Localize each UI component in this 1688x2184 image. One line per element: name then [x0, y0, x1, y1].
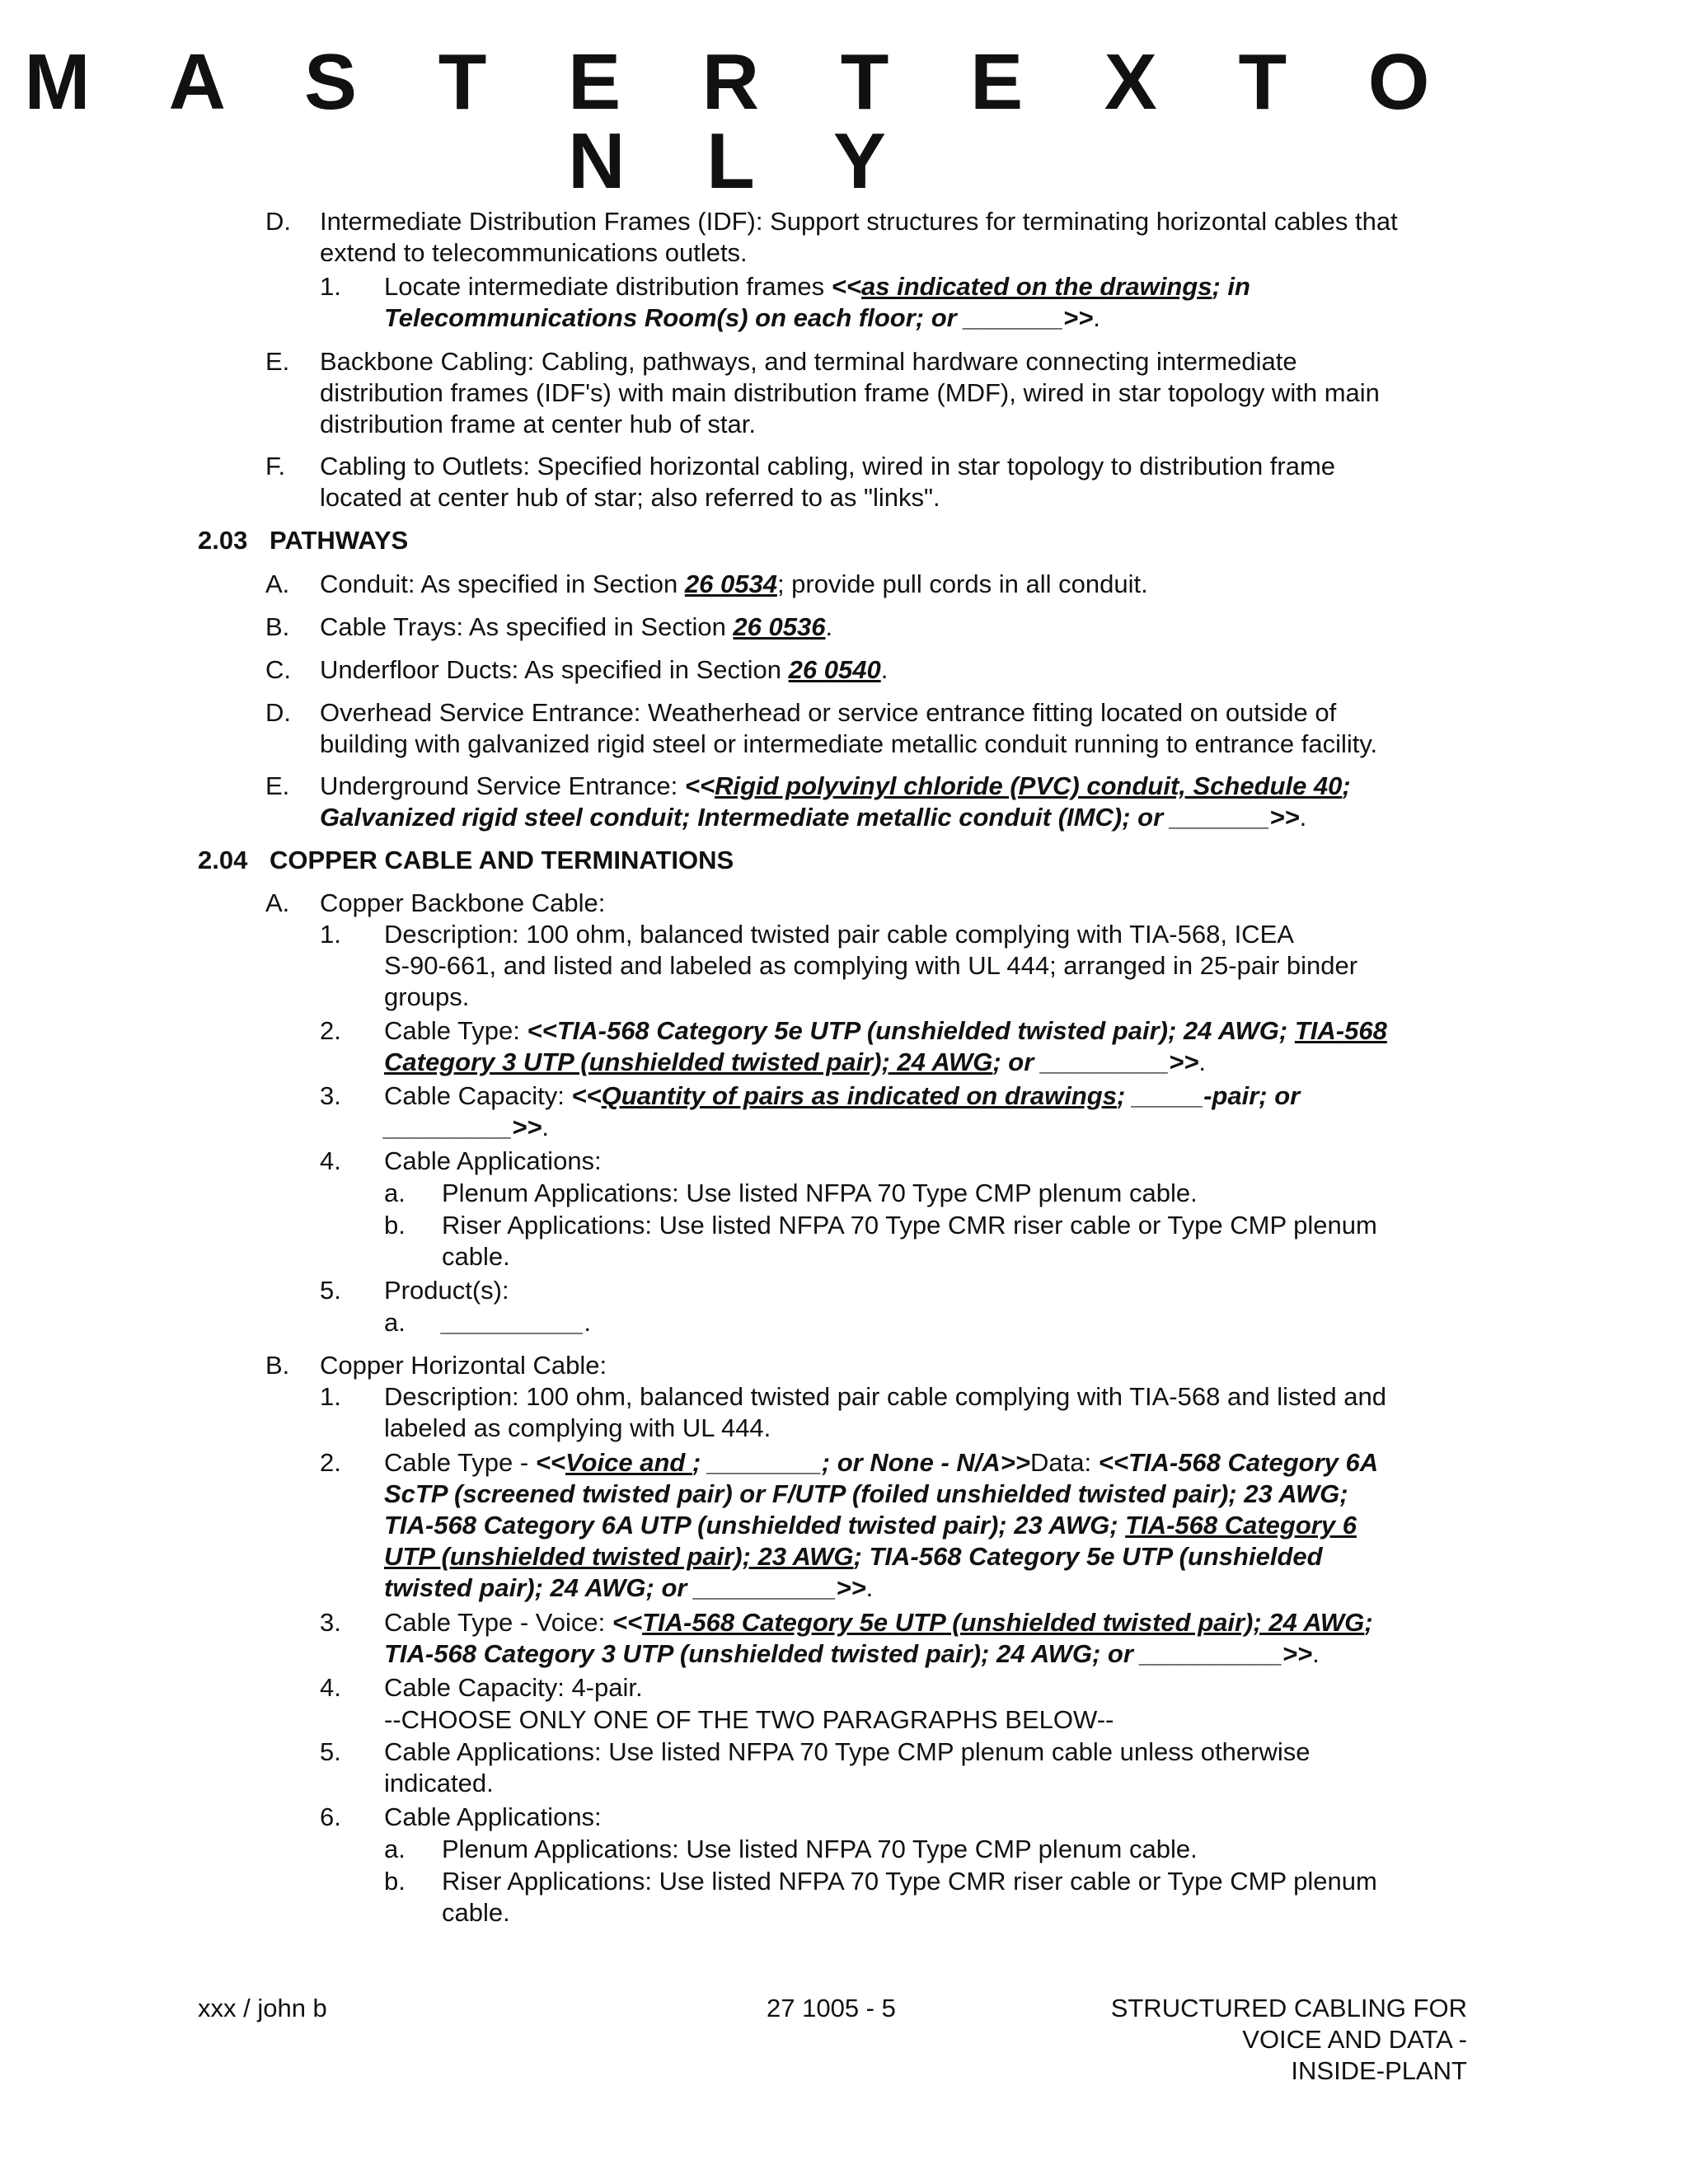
- paragraph-line: Locate intermediate distribution frames <<as indicated on the drawings; in: [384, 272, 1250, 301]
- footer-right: [1111, 1993, 1467, 2087]
- paragraph-line: Underground Service Entrance: <<Rigid polyvinyl chloride (PVC) conduit, Schedule 40;: [320, 771, 1351, 800]
- paragraph-line: Cable Type - <<Voice and ; ________; or None - N/A>>Data: <<TIA-568 Category 6A: [384, 1448, 1379, 1477]
- paragraph-line: extend to telecommunications outlets.: [320, 238, 748, 267]
- footer-page-number: 27 1005 - 5: [767, 1994, 896, 2022]
- paragraph-line: cable.: [442, 1898, 510, 1927]
- paragraph-line: Telecommunications Room(s) on each floor; or _______>>.: [384, 303, 1100, 332]
- paragraph-line: Category 3 UTP (unshielded twisted pair); 24 AWG; or _________>>.: [384, 1047, 1206, 1076]
- section-title: COPPER CABLE AND TERMINATIONS: [270, 846, 734, 874]
- paragraph-line: Product(s):: [384, 1276, 509, 1305]
- paragraph-line: Cable Applications:: [384, 1802, 602, 1831]
- item-label: 3.: [320, 1081, 341, 1110]
- product-blank: __________.: [442, 1308, 592, 1337]
- paragraph-line: Description: 100 ohm, balanced twisted pair cable complying with TIA-568 and listed and: [384, 1382, 1386, 1411]
- item-label: 6.: [320, 1802, 341, 1831]
- item-label: F.: [265, 452, 286, 480]
- item-label: a.: [384, 1835, 406, 1863]
- item-label: b.: [384, 1867, 406, 1896]
- item-label: 4.: [320, 1673, 341, 1702]
- paragraph-line: Conduit: As specified in Section 26 0534; provide pull cords in all conduit.: [320, 569, 1148, 598]
- paragraph-line: S-90-661, and listed and labeled as complying with UL 444; arranged in 25-pair binder: [384, 951, 1358, 980]
- paragraph-line: Cable Applications:: [384, 1146, 602, 1175]
- footer-right-line: VOICE AND DATA -: [1242, 2025, 1467, 2054]
- paragraph-line: Intermediate Distribution Frames (IDF): Support structures for terminating horizontal cables that: [320, 207, 1398, 236]
- paragraph-line: cable.: [442, 1242, 510, 1271]
- paragraph-line: TIA-568 Category 6A UTP (unshielded twisted pair); 23 AWG; TIA-568 Category 6: [384, 1511, 1357, 1540]
- item-label: E.: [265, 771, 290, 800]
- paragraph-line: Riser Applications: Use listed NFPA 70 Type CMR riser cable or Type CMP plenum: [442, 1211, 1377, 1240]
- paragraph-line: located at center hub of star; also referred to as "links".: [320, 483, 940, 512]
- paragraph-line: _________>>.: [384, 1113, 549, 1141]
- item-label: 5.: [320, 1737, 341, 1766]
- paragraph-line: labeled as complying with UL 444.: [384, 1413, 771, 1442]
- item-label: D.: [265, 698, 291, 727]
- item-label: A.: [265, 569, 290, 598]
- paragraph-line: Copper Horizontal Cable:: [320, 1351, 607, 1380]
- item-label: D.: [265, 207, 291, 236]
- paragraph-line: Backbone Cabling: Cabling, pathways, and terminal hardware connecting intermediate: [320, 347, 1297, 376]
- paragraph-line: Cabling to Outlets: Specified horizontal cabling, wired in star topology to distribution frame: [320, 452, 1336, 480]
- paragraph-line: Cable Type: <<TIA-568 Category 5e UTP (unshielded twisted pair); 24 AWG; TIA-568: [384, 1016, 1387, 1045]
- section-title: PATHWAYS: [270, 526, 409, 555]
- section-number: 2.03: [198, 526, 248, 555]
- paragraph-line: Cable Trays: As specified in Section 26 0536.: [320, 612, 833, 641]
- paragraph-line: Riser Applications: Use listed NFPA 70 Type CMR riser cable or Type CMP plenum: [442, 1867, 1377, 1896]
- item-label: 2.: [320, 1448, 341, 1477]
- item-label: 4.: [320, 1146, 341, 1175]
- item-label: C.: [265, 655, 291, 684]
- item-label: a.: [384, 1179, 406, 1207]
- item-label: b.: [384, 1211, 406, 1240]
- paragraph-line: UTP (unshielded twisted pair); 23 AWG; TIA-568 Category 5e UTP (unshielded: [384, 1542, 1323, 1571]
- paragraph-line: indicated.: [384, 1769, 494, 1797]
- item-label: 5.: [320, 1276, 341, 1305]
- paragraph-line: Underfloor Ducts: As specified in Section 26 0540.: [320, 655, 889, 684]
- section-number: 2.04: [198, 846, 248, 874]
- paragraph-line: Description: 100 ohm, balanced twisted pair cable complying with TIA-568, ICEA: [384, 920, 1294, 949]
- paragraph-line: Cable Type - Voice: <<TIA-568 Category 5e UTP (unshielded twisted pair); 24 AWG;: [384, 1608, 1373, 1637]
- master-text-banner: M A S T E R T E X T O N L Y: [24, 38, 1460, 205]
- item-label: 1.: [320, 1382, 341, 1411]
- paragraph-line: distribution frame at center hub of star.: [320, 410, 756, 438]
- paragraph-line: building with galvanized rigid steel or intermediate metallic conduit running to entrance facility.: [320, 729, 1378, 758]
- footer-right-line: STRUCTURED CABLING FOR: [1110, 1994, 1467, 2022]
- item-label: B.: [265, 612, 290, 641]
- paragraph-line: groups.: [384, 982, 470, 1011]
- paragraph-line: Cable Capacity: 4-pair.: [384, 1673, 643, 1702]
- item-label: A.: [265, 888, 290, 917]
- paragraph-line: Plenum Applications: Use listed NFPA 70 Type CMP plenum cable.: [442, 1179, 1198, 1207]
- paragraph-line: twisted pair); 24 AWG; or __________>>.: [384, 1573, 874, 1602]
- paragraph-line: Plenum Applications: Use listed NFPA 70 Type CMP plenum cable.: [442, 1835, 1198, 1863]
- paragraph-line: Cable Capacity: <<Quantity of pairs as indicated on drawings; _____-pair; or: [384, 1081, 1301, 1110]
- item-label: E.: [265, 347, 290, 376]
- item-label: 1.: [320, 272, 341, 301]
- paragraph-line: Copper Backbone Cable:: [320, 888, 606, 917]
- item-label: 3.: [320, 1608, 341, 1637]
- paragraph-line: TIA-568 Category 3 UTP (unshielded twisted pair); 24 AWG; or __________>>.: [384, 1639, 1320, 1668]
- footer-left: xxx / john b: [198, 1994, 327, 2022]
- paragraph-line: ScTP (screened twisted pair) or F/UTP (foiled unshielded twisted pair); 23 AWG;: [384, 1479, 1348, 1508]
- footer-right-line: INSIDE-PLANT: [1291, 2056, 1467, 2085]
- item-label: B.: [265, 1351, 290, 1380]
- item-label: a.: [384, 1308, 406, 1337]
- paragraph-line: Galvanized rigid steel conduit; Intermediate metallic conduit (IMC); or _______>>.: [320, 803, 1307, 832]
- item-label: 2.: [320, 1016, 341, 1045]
- editor-note: --CHOOSE ONLY ONE OF THE TWO PARAGRAPHS BELOW--: [384, 1705, 1114, 1734]
- paragraph-line: Overhead Service Entrance: Weatherhead or service entrance fitting located on outside of: [320, 698, 1337, 727]
- paragraph-line: distribution frames (IDF's) with main distribution frame (MDF), wired in star topology with main: [320, 378, 1380, 407]
- paragraph-line: Cable Applications: Use listed NFPA 70 Type CMP plenum cable unless otherwise: [384, 1737, 1311, 1766]
- item-label: 1.: [320, 920, 341, 949]
